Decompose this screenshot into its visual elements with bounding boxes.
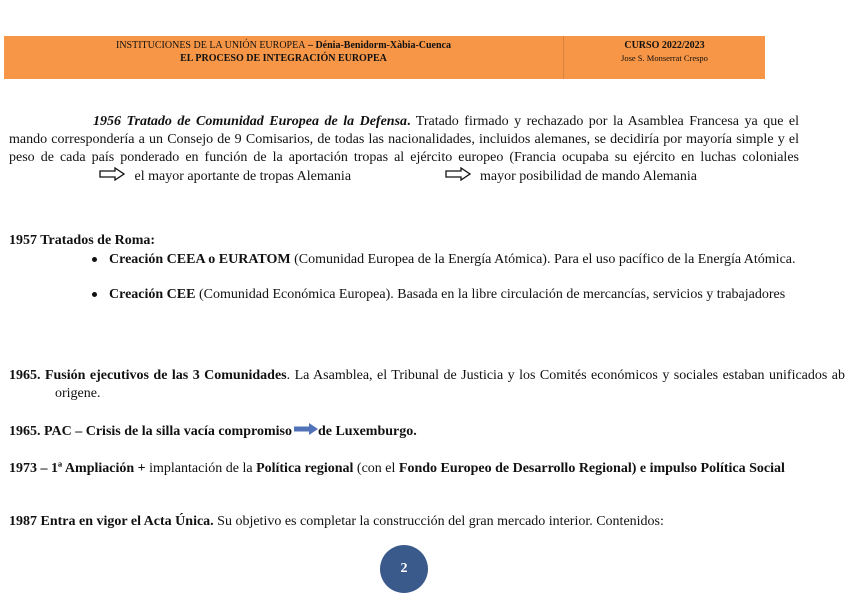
fusion-bold: 1965. Fusión ejecutivos de las 3 Comunidades xyxy=(9,368,287,383)
header-course: CURSO 2022/2023 xyxy=(624,40,705,51)
page-number: 2 xyxy=(380,545,428,593)
header-line-1 xyxy=(4,39,563,52)
header-title-block xyxy=(4,36,564,79)
ampliacion-text-2: (con el xyxy=(353,461,399,476)
document-header xyxy=(4,36,765,79)
header-locations: – Dénia-Benidorm-Xàbia-Cuenca xyxy=(305,40,451,51)
paragraph-1965-fusion xyxy=(9,367,845,403)
bullet-icon xyxy=(92,257,97,262)
header-author: Jose S. Monserrat Crespo xyxy=(621,53,708,63)
right-arrow-outline-icon xyxy=(361,167,471,187)
paragraph-1965-pac xyxy=(9,423,799,441)
item-bold: Creación CEE xyxy=(109,287,196,302)
right-arrow-outline-icon xyxy=(15,167,125,187)
acta-unica-bold: 1987 Entra en vigor el Acta Única. xyxy=(9,514,214,529)
paragraph-1973 xyxy=(9,460,845,478)
list-item xyxy=(88,250,798,269)
heading-1957: 1957 Tratados de Roma: xyxy=(9,233,156,248)
header-line-2: EL PROCESO DE INTEGRACIÓN EUROPEA xyxy=(180,53,387,64)
pac-text-1: 1965. PAC – Crisis de la silla vacía compromiso xyxy=(9,424,292,440)
list-1957 xyxy=(88,250,798,304)
bullet-icon xyxy=(92,292,97,297)
ampliacion-bold: 1973 – 1ª Ampliación + xyxy=(9,461,146,476)
paragraph-1956 xyxy=(9,113,799,187)
item-bold: Creación CEEA o EURATOM xyxy=(109,252,291,267)
header-institution: INSTITUCIONES DE LA UNIÓN EUROPEA xyxy=(116,40,306,51)
pac-text-2: de Luxemburgo. xyxy=(317,424,417,440)
fondo-europeo: Fondo Europeo de Desarrollo Regional) e impulso Política Social xyxy=(398,461,785,476)
list-item xyxy=(88,285,798,304)
ampliacion-text: implantación de la xyxy=(145,461,257,476)
blue-arrow-icon xyxy=(294,423,318,441)
title-1956: 1956 Tratado de Comunidad Europea de la Defensa xyxy=(93,114,408,129)
politica-regional: Política regional xyxy=(256,461,354,476)
paragraph-1987 xyxy=(9,513,799,531)
text-1956-c: mayor posibilidad de mando Alemania xyxy=(480,169,697,185)
item-text: (Comunidad Europea de la Energía Atómica). Para el uso pacífico de la Energía Atómica. xyxy=(290,252,796,267)
title-1956-dot: . xyxy=(407,114,411,129)
text-1956-a: Tratado firmado y rechazado por la Asamblea Francesa ya que el mando correspondería a un Consejo de 9 Comisarios, de todas las nacionalidades, incluidos alemanes, se decidiría por mayoría simple y el peso de cada país ponderado en función de la aportación tropas al ejército europeo (Francia ocupaba su ejército en luchas coloniales xyxy=(9,114,799,165)
text-1956-b: el mayor aportante de tropas Alemania xyxy=(134,169,352,185)
header-course-block xyxy=(564,36,765,79)
acta-unica-text: Su objetivo es completar la construcción del gran mercado interior. Contenidos: xyxy=(213,514,664,529)
fusion-text: . La Asamblea, el Tribunal de Justicia y los Comités económicos y sociales estaban unificados ab origene. xyxy=(55,368,846,401)
item-text: (Comunidad Económica Europea). Basada en la libre circulación de mercancías, servicios y trabajadores xyxy=(195,287,786,302)
